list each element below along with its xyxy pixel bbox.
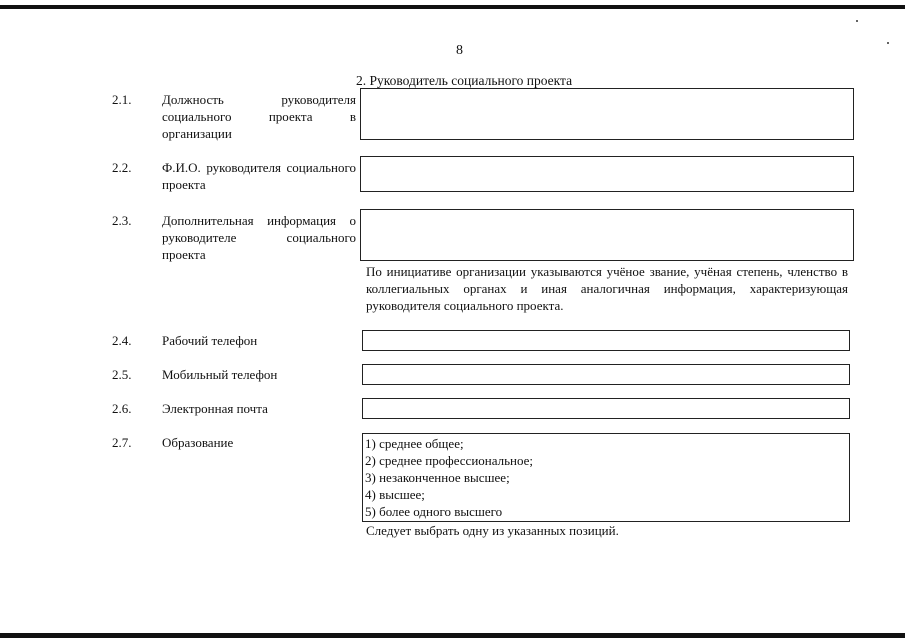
education-option[interactable]: 5) более одного высшего <box>365 504 503 519</box>
education-option[interactable]: 3) незаконченное высшее; <box>365 470 510 485</box>
item-label-email: Электронная почта <box>162 401 268 416</box>
additional-info-field[interactable] <box>360 209 854 261</box>
item-label-additional-info: Дополнительная информация о руководителе социального проекта <box>162 213 356 262</box>
mobile-phone-field[interactable] <box>362 364 850 385</box>
section-title: 2. Руководитель социального проекта <box>356 73 573 88</box>
scan-speck <box>887 42 889 44</box>
scan-speck <box>856 20 858 22</box>
additional-info-note: По инициативе организации указываются учёное звание, учёная степень, членство в коллегиальных органах и иная аналогичная информация, характеризующая руководителя социального проекта. <box>366 264 848 313</box>
full-name-field[interactable] <box>360 156 854 192</box>
item-number-2-1: 2.1. <box>112 92 132 107</box>
item-label-education: Образование <box>162 435 234 450</box>
top-border-rule <box>0 5 905 9</box>
item-number-2-5: 2.5. <box>112 367 132 382</box>
item-number-2-3: 2.3. <box>112 213 132 228</box>
item-number-2-7: 2.7. <box>112 435 132 450</box>
education-note: Следует выбрать одну из указанных позиций. <box>366 523 619 538</box>
item-label-full-name: Ф.И.О. руководителя социального проекта <box>162 160 356 192</box>
education-option[interactable]: 4) высшее; <box>365 487 425 502</box>
item-label-position: Должность руководителя социального проекта в организации <box>162 92 356 141</box>
education-option[interactable]: 2) среднее профессиональное; <box>365 453 534 468</box>
item-label-mobile-phone: Мобильный телефон <box>162 367 278 382</box>
email-field[interactable] <box>362 398 850 419</box>
work-phone-field[interactable] <box>362 330 850 351</box>
education-options-box <box>362 433 850 522</box>
item-number-2-2: 2.2. <box>112 160 132 175</box>
page-number: 8 <box>456 43 463 58</box>
position-field[interactable] <box>360 88 854 140</box>
education-option[interactable]: 1) среднее общее; <box>365 436 464 451</box>
item-number-2-6: 2.6. <box>112 401 132 416</box>
item-number-2-4: 2.4. <box>112 333 132 348</box>
bottom-border-rule <box>0 633 905 638</box>
item-label-work-phone: Рабочий телефон <box>162 333 258 348</box>
